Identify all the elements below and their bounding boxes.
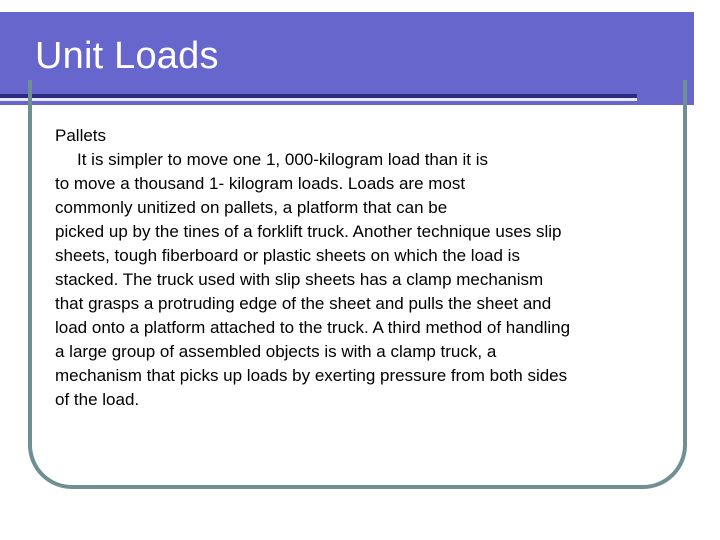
body-line-8: load onto a platform attached to the truck. A third method of handling	[55, 318, 571, 337]
body-line-10: mechanism that picks up loads by exerting pressure from both sides	[55, 366, 568, 385]
body-line-6: stacked. The truck used with slip sheets has a clamp mechanism	[55, 270, 544, 289]
body-line-2: to move a thousand 1- kilogram loads. Loads are most	[55, 174, 466, 193]
body-line-7: that grasps a protruding edge of the sheet and pulls the sheet and	[55, 294, 552, 313]
body-line-1-text: It is simpler to move one 1, 000-kilogram load than it is	[77, 150, 489, 169]
slide-content	[55, 124, 675, 412]
body-line-3: commonly unitized on pallets, a platform that can be	[55, 198, 448, 217]
body-line-5: sheets, tough fiberboard or plastic sheets on which the load is	[55, 246, 520, 265]
body-line-11: of the load.	[55, 390, 140, 409]
body-line-1	[55, 148, 675, 172]
slide-title: Unit Loads	[35, 35, 219, 77]
section-heading: Pallets	[55, 126, 107, 145]
body-line-9: a large group of assembled objects is with a clamp truck, a	[55, 342, 497, 361]
body-line-4: picked up by the tines of a forklift truck. Another technique uses slip	[55, 222, 562, 241]
